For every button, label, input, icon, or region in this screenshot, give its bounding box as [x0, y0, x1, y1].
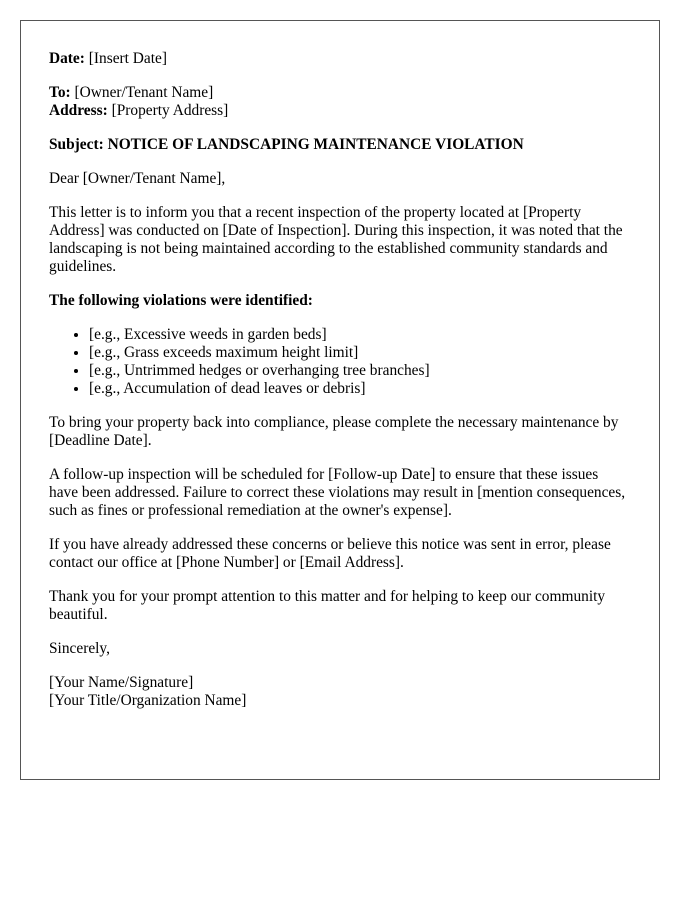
address-line — [49, 102, 631, 120]
intro-paragraph: This letter is to inform you that a recent inspection of the property located at [Property Address] was conducted on [Date of Inspection]. During this inspection, it was noted that the landscaping is not being maintained according to the established community standards and guidelines. — [49, 204, 623, 275]
violation-item: • [e.g., Accumulation of dead leaves or debris] — [89, 380, 631, 398]
to-line — [49, 84, 631, 102]
followup-paragraph: A follow-up inspection will be scheduled for [Follow-up Date] to ensure that these issues have been addressed. Failure to correct these violations may result in [mention consequences, such as fines or professional remediation at the owner's expense]. — [49, 466, 626, 519]
subject-value: NOTICE OF LANDSCAPING MAINTENANCE VIOLATION — [107, 136, 524, 153]
to-value: [Owner/Tenant Name] — [74, 84, 214, 101]
date-value: [Insert Date] — [88, 50, 167, 67]
salutation: Dear [Owner/Tenant Name], — [49, 170, 226, 187]
violation-item: • [e.g., Grass exceeds maximum height limit] — [89, 344, 631, 362]
signature-name: [Your Name/Signature] — [49, 674, 194, 691]
date-line — [49, 50, 631, 68]
violations-heading: The following violations were identified: — [49, 292, 313, 309]
to-label: To: — [49, 84, 71, 101]
violation-item: • [e.g., Excessive weeds in garden beds] — [89, 326, 631, 344]
compliance-paragraph: To bring your property back into compliance, please complete the necessary maintenance by [Deadline Date]. — [49, 414, 619, 449]
contact-paragraph: If you have already addressed these concerns or believe this notice was sent in error, please contact our office at [Phone Number] or [Email Address]. — [49, 536, 611, 571]
violations-list — [49, 326, 631, 398]
letter-document — [20, 20, 660, 780]
subject-line — [49, 136, 631, 154]
address-label: Address: — [49, 102, 108, 119]
violation-item: • [e.g., Untrimmed hedges or overhanging tree branches] — [89, 362, 631, 380]
closing: Sincerely, — [49, 640, 110, 657]
subject-label: Subject: — [49, 136, 104, 153]
address-value: [Property Address] — [111, 102, 229, 119]
date-label: Date: — [49, 50, 85, 67]
signature-title: [Your Title/Organization Name] — [49, 692, 247, 709]
thanks-paragraph: Thank you for your prompt attention to this matter and for helping to keep our community beautiful. — [49, 588, 606, 623]
